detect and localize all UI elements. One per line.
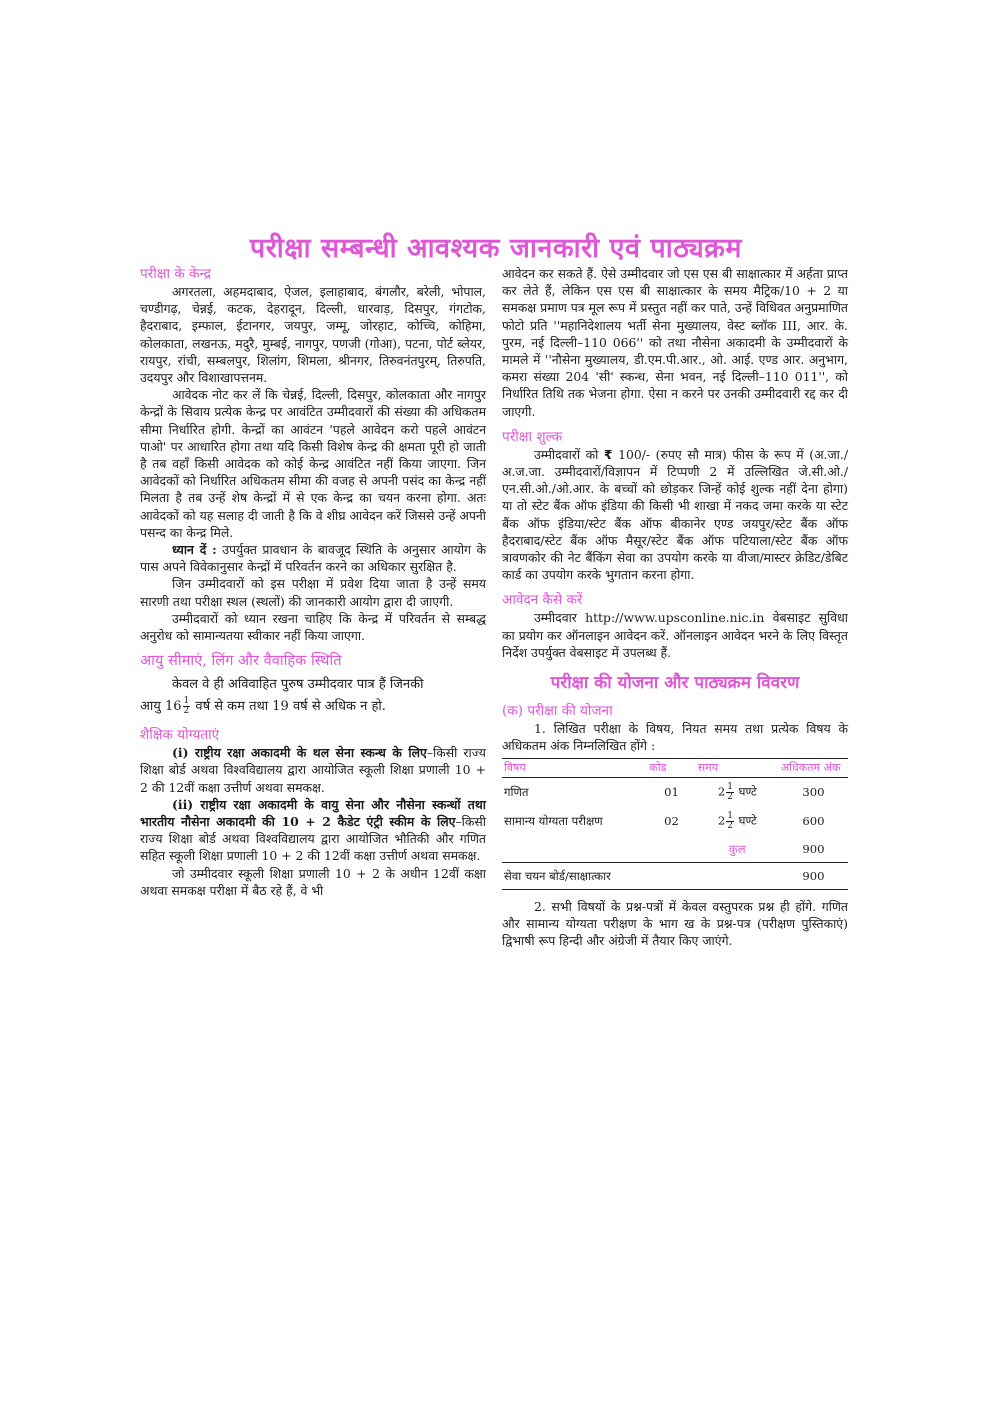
table-header-row (502, 758, 848, 777)
age-fraction (183, 697, 191, 716)
time-whole: 2 (717, 784, 726, 799)
apply-paragraph: उम्मीदवार http://www.upsconline.nic.in वेबसाइट सुविधा का प्रयोग कर ऑनलाइन आवेदन करें. ऑनलाइन आवेदन भरने के लिए विस्तृत निर्देश उपर्युक्त वेबसाइट में उपलब्ध हैं. (502, 610, 848, 660)
time-unit: घण्टे (734, 784, 757, 799)
attention-text: उपर्युक्त प्रावधान के बावजूद स्थिति के अनुसार आयोग के पास अपने विवेकानुसार केन्द्रों में परिवर्तन करने का अधिकार सुरक्षित है. (140, 542, 486, 575)
centres-list: अगरतला, अहमदाबाद, ऐजल, इलाहाबाद, बंगलौर, बरेली, भोपाल, चण्डीगढ़, चेन्नई, कटक, देहरादून, दिल्ली, धारवाड़, दिसपुर, गंगटोक, हैदराबाद, इम्फाल, ईटानगर, जयपुर, जम्मू, जोरहाट, कोच्चि, कोहिमा, कोलकाता, लखनऊ, मदुरै, मुम्बई, नागपुर, पणजी (गोआ), पटना, पोर्ट ब्लेयर, रायपुर, रांची, सम्बलपुर, शिलांग, शिमला, श्रीनगर, तिरुवनंतपुरम्, तिरुपति, उदयपुर और विशाखापत्तनम. (140, 284, 486, 386)
time-fraction-num: 1 (727, 781, 733, 792)
education-airforce-navy (140, 796, 486, 865)
scheme-intro: 1. लिखित परीक्षा के विषय, नियत समय तथा प्रत्येक विषय के अधिकतम अंक निम्नलिखित होंगे : (502, 721, 848, 754)
age-suffix: वर्ष से कम तथा 19 वर्ष से अधिक न हो. (191, 699, 386, 715)
page-title: परीक्षा सम्बन्धी आवश्यक जानकारी एवं पाठ्यक्रम (249, 233, 743, 264)
age-paragraph (140, 674, 486, 718)
board-label: सेवा चयन बोर्ड/साक्षात्कार (502, 862, 779, 889)
education-appearing: जो उम्मीदवार स्कूली शिक्षा प्रणाली 10 + 2 के अधीन 12वीं कक्षा अथवा समकक्ष परीक्षा में बैठ रहे हैं, वे भी (140, 865, 486, 898)
scheme-title: परीक्षा की योजना और पाठ्यक्रम विवरण (550, 673, 800, 694)
centres-note: आवेदक नोट कर लें कि चेन्नई, दिल्ली, दिसपुर, कोलकाता और नागपुर केन्द्रों के सिवाय प्रत्येक केन्द्र पर आवंटित उम्मीदवारों की संख्या की अधिकतम सीमा निर्धारित होगी. केन्द्रों का आवंटन 'पहले आवेदन करो पहले आवंटन पाओ' पर आधारित होगा तथा यदि किसी विशेष केन्द्र की क्षमता पूरी हो जाती है तब वहाँ किसी आवेदक को कोई केन्द्र आवंटित नहीं किया जाएगा. जिन आवेदकों को निर्धारित अधिकतम सीमा की वजह से अपनी पसंद का केन्द्र नहीं मिलता है तब उन्हें शेष केन्द्रों में से एक केन्द्र का चयन करना होगा. अतः आवेदकों को यह सलाह दी जाती है कि वे शीघ्र आवेदन करें जिससे उन्हें अपनी पसन्द का केन्द्र मिले. (140, 387, 486, 540)
row-code: 01 (664, 785, 679, 800)
row-time (696, 807, 779, 836)
scheme-note-2: 2. सभी विषयों के प्रश्न-पत्रों में केवल वस्तुपरक प्रश्न ही होंगे. गणित और सामान्य योग्यता परीक्षण के भाग ख के प्रश्न-पत्र (परीक्षण पुस्तिकाएं) द्विभाषी रूप हिन्दी और अंग्रेजी में तैयार किए जाएंगे. (502, 898, 848, 949)
row-marks: 300 (802, 785, 825, 800)
age-fraction-num: 1 (183, 696, 190, 707)
time-fraction (726, 812, 734, 831)
time-fraction-den: 2 (727, 820, 733, 831)
fee-text: 100/- (रुपए सौ मात्र) फीस के रूप में (अ.जा./अ.ज.जा. उम्मीदवारों/विज्ञापन में टिप्पणी 2 में उल्लिखित जे.सी.ओ./एन.सी.ओ./ओ.आर. के बच्चों को छोड़कर जिन्हें कोई शुल्क नहीं देना होगा) या तो स्टेट बैंक ऑफ इंडिया की किसी भी शाखा में नकद जमा करके या स्टेट बैंक ऑफ इंडिया/स्टेट बैंक ऑफ बीकानेर एण्ड जयपुर/स्टेट बैंक ऑफ हैदराबाद/स्टेट बैंक ऑफ मैसूर/स्टेट बैंक ऑफ पटियाला/स्टेट बैंक ऑफ त्रावणकोर की नेट बैंकिंग सेवा का उपयोग करके या वीजा/मास्टर क्रेडिट/डेबिट कार्ड का उपयोग करके भुगतान करना होगा. (502, 446, 848, 583)
table-row (502, 807, 848, 836)
centres-heading: परीक्षा के केन्द्र (140, 266, 212, 282)
time-fraction (726, 783, 734, 802)
total-marks: 900 (802, 841, 825, 856)
time-fraction-num: 1 (727, 810, 733, 821)
time-whole: 2 (717, 813, 726, 828)
total-label: कुल (728, 841, 746, 856)
row-subject: सामान्य योग्यता परीक्षण (504, 814, 603, 829)
fee-heading: परीक्षा शुल्क (502, 428, 563, 445)
fee-pre: उम्मीदवारों को (534, 446, 604, 462)
age-line-2 (140, 696, 486, 718)
header-subject: विषय (502, 758, 647, 777)
attention-paragraph (140, 541, 486, 575)
apply-heading: आवेदन कैसे करें (502, 592, 583, 609)
scheme-subheading: (क) परीक्षा की योजना (502, 703, 613, 720)
age-fraction-den: 2 (183, 706, 190, 717)
left-column (140, 265, 486, 899)
education-army-text: –किसी राज्य शिक्षा बोर्ड अथवा विश्वविद्यालय द्वारा आयोजित स्कूली शिक्षा प्रणाली 10 + 2 की 12वीं कक्षा उत्तीर्ण अथवा समकक्ष. (140, 745, 486, 795)
header-code: कोड (647, 758, 695, 777)
education-airforce-bold: (ii) राष्ट्रीय रक्षा अकादमी के वायु सेना और नौसेना स्कन्धों तथा भारतीय नौसेना अकादमी की 10 + 2 कैडेट एंट्री स्कीम के लिए (140, 796, 486, 830)
table-row (502, 777, 848, 807)
syllabus-table (502, 758, 848, 890)
education-army-bold: (i) राष्ट्रीय रक्षा अकादमी के थल सेना स्कन्ध के लिए (172, 745, 427, 761)
schedule-paragraph: जिन उम्मीदवारों को इस परीक्षा में प्रवेश दिया जाता है उन्हें समय सारणी तथा परीक्षा स्थल (स्थलों) की जानकारी आयोग द्वारा दी जाएगी. (140, 576, 486, 609)
row-time (696, 777, 779, 807)
row-subject: गणित (504, 785, 529, 800)
centre-change-paragraph: उम्मीदवारों को ध्यान रखना चाहिए कि केन्द्र में परिवर्तन से सम्बद्ध अनुरोध को सामान्यतया स्वीकार नहीं किया जाएगा. (140, 610, 486, 644)
rupee-icon: ₹ (603, 446, 613, 462)
right-column (502, 265, 848, 949)
age-heading: आयु सीमाएं, लिंग और वैवाहिक स्थिति (140, 652, 342, 670)
age-line-1: केवल वे ही अविवाहित पुरुष उम्मीदवार पात्र हैं जिनकी (172, 677, 424, 693)
header-time: समय (696, 758, 779, 777)
header-max-marks: अधिकतम अंक (779, 758, 848, 777)
time-unit: घण्टे (734, 813, 757, 828)
education-airforce-text: –किसी राज्य शिक्षा बोर्ड अथवा विश्वविद्यालय द्वारा आयोजित भौतिकी और गणित सहित स्कूली शिक्षा प्रणाली 10 + 2 की 12वीं कक्षा उत्तीर्ण अथवा समकक्ष. (140, 814, 486, 864)
table-total-row (502, 836, 848, 863)
education-heading: शैक्षिक योग्यताएं (140, 727, 220, 744)
row-code: 02 (664, 814, 679, 829)
education-army (140, 744, 486, 796)
time-fraction-den: 2 (727, 791, 733, 802)
board-marks: 900 (779, 862, 848, 889)
table-board-row (502, 862, 848, 889)
row-marks: 600 (802, 814, 825, 829)
ssb-paragraph: आवेदन कर सकते हैं. ऐसे उम्मीदवार जो एस एस बी साक्षात्कार में अर्हता प्राप्त कर लेते हैं, लेकिन एस एस बी साक्षात्कार के समय मैट्रिक/10 + 2 या समकक्ष प्रमाण पत्र मूल रूप में प्रस्तुत नहीं कर पाते, उन्हें विधिवत अनुप्रमाणित फोटो प्रति ''महानिदेशालय भर्ती सेना मुख्यालय, वेस्ट ब्लॉक III, आर. के. पुरम, नई दिल्ली–110 066'' को तथा नौसेना अकादमी के उम्मीदवारों के मामले में ''नौसेना मुख्यालय, डी.एम.पी.आर., ओ. आई. एण्ड आर. अनुभाग, कमरा संख्या 204 'सी' स्कन्ध, सेना भवन, नई दिल्ली–110 011'', को निर्धारित तिथि तक भेजना होगा. ऐसा न करने पर उनकी उम्मीदवारी रद्द कर दी जाएगी. (502, 266, 848, 419)
attention-label: ध्यान दें : (172, 542, 217, 558)
age-prefix: आयु 16 (140, 699, 182, 715)
fee-paragraph (502, 446, 848, 584)
